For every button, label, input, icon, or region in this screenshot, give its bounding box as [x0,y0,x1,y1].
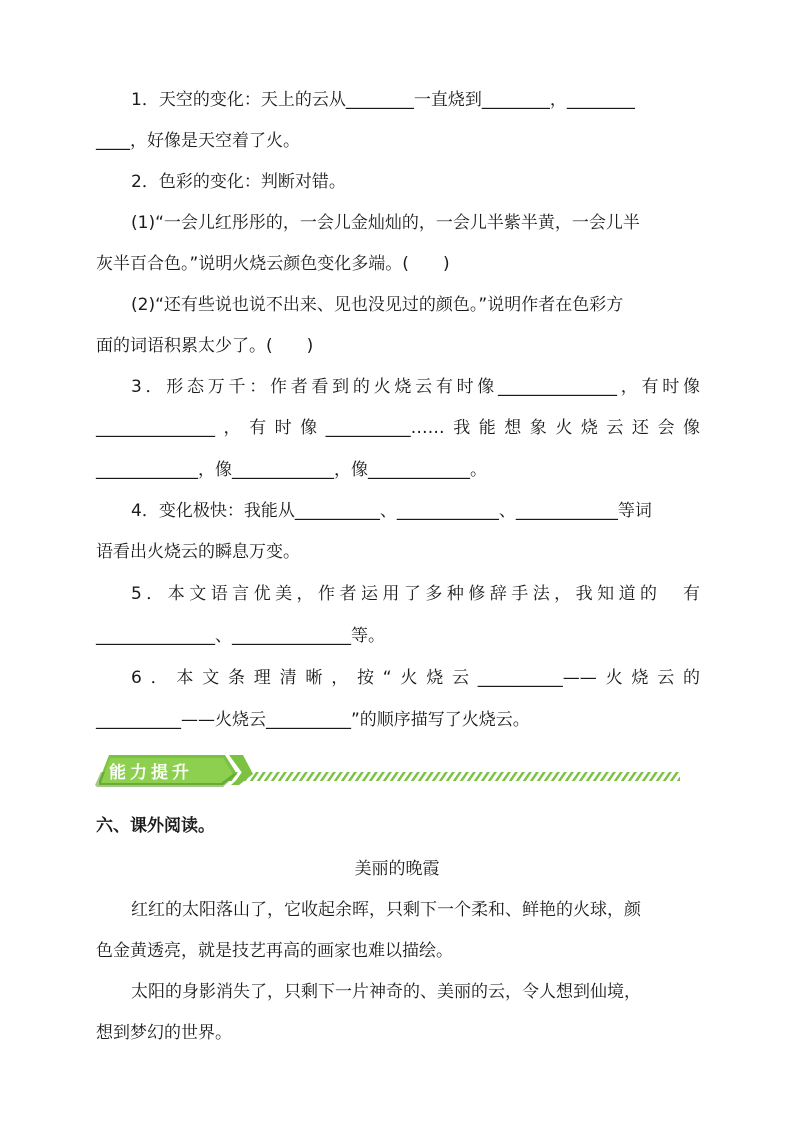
question-3-line-1: 3．形态万千：作者看到的火烧云有时像______________，有时像 [131,377,700,397]
section-heading: 六、课外阅读。 [96,816,215,836]
question-2-2-line-2: 面的词语积累太少了。( ) [96,336,314,356]
ability-banner [95,752,680,790]
reading-title: 美丽的晚霞 [354,859,440,879]
question-2-2-line-1: (2)“还有些说也说不出来、见也没见过的颜色。”说明作者在色彩方 [131,295,624,315]
question-1-line-1: 1．天空的变化：天上的云从________一直烧到________，________ [131,90,635,110]
reading-paragraph-2-line-2: 想到梦幻的世界。 [96,1023,232,1043]
question-2-1-line-1: (1)“一会儿红彤彤的，一会儿金灿灿的，一会儿半紫半黄，一会儿半 [131,213,640,233]
question-6-line-1: 6．本文条理清晰，按“火烧云__________——火烧云的 [131,668,700,688]
question-3-line-2: ______________，有时像__________……我能想象火烧云还会像 [96,418,700,438]
question-5-line-1: 5．本文语言优美，作者运用了多种修辞手法，我知道的 有 [131,584,700,604]
question-2-heading: 2．色彩的变化：判断对错。 [131,172,346,192]
reading-paragraph-1-line-2: 色金黄透亮，就是技艺再高的画家也难以描绘。 [96,941,453,961]
question-4-line-1: 4．变化极快：我能从__________、____________、____________等词 [131,501,652,521]
reading-paragraph-2-line-1: 太阳的身影消失了，只剩下一片神奇的、美丽的云，令人想到仙境， [131,982,641,1002]
question-3-line-3: ____________，像____________，像____________。 [96,460,487,480]
question-2-1-line-2: 灰半百合色。”说明火烧云颜色变化多端。( ) [96,254,450,274]
question-4-line-2: 语看出火烧云的瞬息万变。 [96,542,300,562]
question-6-line-2: __________——火烧云__________”的顺序描写了火烧云。 [96,710,530,730]
reading-paragraph-1-line-1: 红红的太阳落山了，它收起余晖，只剩下一个柔和、鲜艳的火球，颜 [131,900,641,920]
question-1-line-2: ____，好像是天空着了火。 [96,131,300,151]
question-5-line-2: ______________、______________等。 [96,626,385,646]
banner-label: 能力提升 [109,763,193,783]
